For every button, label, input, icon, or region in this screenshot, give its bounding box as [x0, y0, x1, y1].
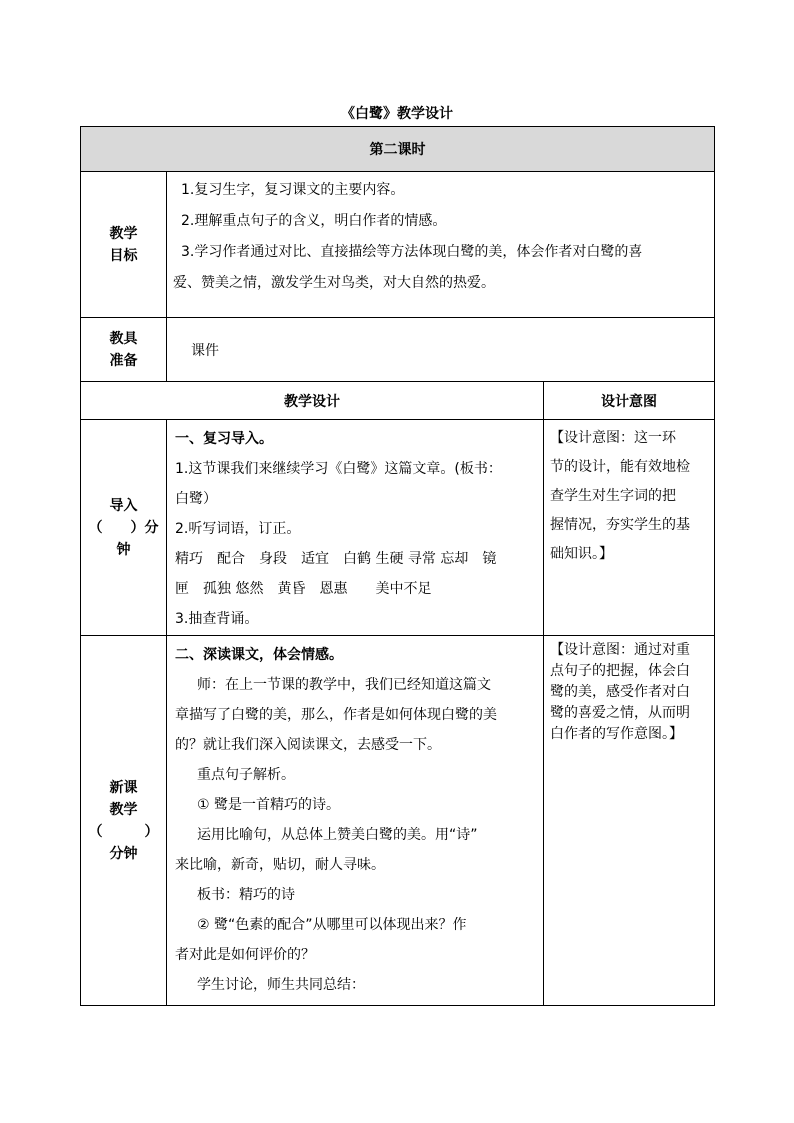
- new-lesson-line: 重点句子解析。: [197, 767, 295, 783]
- intro-line: 白鹭）: [175, 491, 217, 507]
- intent-line: 础知识。】: [550, 546, 613, 562]
- goals-content: [167, 172, 715, 318]
- intro-label-line-2: （ ）分: [88, 519, 159, 536]
- new-lesson-line: ② 鹭“色素的配合”从哪里可以体现出来？作: [197, 917, 467, 933]
- intent-line: 鹭的美，感受作者对白: [550, 684, 690, 700]
- new-lesson-label-line-2: 教学: [109, 801, 138, 818]
- new-lesson-line: 学生讨论，师生共同总结：: [197, 977, 365, 993]
- intro-label: [81, 420, 167, 636]
- new-lesson-label-line-1: 新课: [109, 779, 138, 796]
- intro-line: 2.听写词语，订正。: [175, 521, 301, 537]
- new-lesson-line: 师：在上一节课的教学中，我们已经知道这篇文: [197, 677, 491, 693]
- intro-line: 1.这节课我们来继续学习《白鹭》这篇文章。(板书：: [175, 461, 502, 477]
- tools-value: 课件: [167, 318, 715, 382]
- intent-line: 鹭的喜爱之情，从而明: [550, 705, 690, 721]
- session-row: [81, 127, 715, 172]
- new-lesson-line: 者对此是如何评价的？: [175, 947, 315, 963]
- new-lesson-line: 运用比喻句，从总体上赞美白鹭的美。用“诗”: [197, 827, 478, 843]
- goal-item-3: 3.学习作者通过对比、直接描绘等方法体现白鹭的美，体会作者对白鹭的喜: [181, 244, 643, 260]
- new-lesson-label: [81, 636, 167, 1006]
- new-lesson-line: 章描写了白鹭的美，那么，作者是如何体现白鹭的美: [175, 707, 497, 723]
- intent-header: 设计意图: [544, 382, 715, 420]
- goals-label-line-2: 目标: [109, 247, 138, 264]
- new-lesson-intent: [544, 636, 715, 1006]
- goal-item-1: 1.复习生字，复习课文的主要内容。: [181, 182, 405, 198]
- tools-label-line-2: 准备: [109, 352, 138, 369]
- intent-line: 【设计意图：这一环: [550, 430, 676, 446]
- column-header-row: [81, 382, 715, 420]
- design-header: 教学设计: [81, 382, 544, 420]
- intent-line: 查学生对生字词的把: [550, 488, 676, 504]
- intent-line: 白作者的写作意图。】: [550, 726, 683, 742]
- new-lesson-content: [167, 636, 544, 1006]
- intent-line: 点句子的把握，体会白: [550, 663, 690, 679]
- intent-line: 【设计意图：通过对重: [550, 642, 690, 658]
- new-lesson-line: 来比喻，新奇，贴切，耐人寻味。: [175, 857, 385, 873]
- lesson-plan-table: [80, 126, 715, 1006]
- goals-row: [81, 172, 715, 318]
- intro-heading: 一、复习导入。: [175, 431, 273, 447]
- intent-line: 节的设计，能有效地检: [550, 459, 690, 475]
- vocabulary-line: 精巧 配合 身段 适宜 白鹤 生硬 寻常 忘却 镜: [175, 551, 497, 567]
- intro-content: [167, 420, 544, 636]
- tools-row: [81, 318, 715, 382]
- intro-intent: [544, 420, 715, 636]
- tools-label: [81, 318, 167, 382]
- document-title: 《白鹭》教学设计: [341, 106, 453, 122]
- new-lesson-line: 的？就让我们深入阅读课文，去感受一下。: [175, 737, 441, 753]
- goal-item-2: 2.理解重点句子的含义，明白作者的情感。: [181, 213, 447, 229]
- vocabulary-line: 匣 孤独 悠然 黄昏 恩惠 美中不足: [175, 581, 432, 597]
- goals-label: [81, 172, 167, 318]
- goals-label-line-1: 教学: [109, 225, 138, 242]
- new-lesson-row: [81, 636, 715, 1006]
- intro-label-line-3: 钟: [116, 541, 131, 558]
- tools-label-line-1: 教具: [109, 330, 138, 347]
- intro-line: 3.抽查背诵。: [175, 611, 259, 627]
- new-lesson-line: ① 鹭是一首精巧的诗。: [197, 797, 341, 813]
- new-lesson-line: 板书：精巧的诗: [197, 887, 295, 903]
- new-lesson-label-line-4: 分钟: [109, 845, 138, 862]
- new-lesson-label-line-3: （ ）: [88, 823, 159, 840]
- new-lesson-heading: 二、深读课文，体会情感。: [175, 647, 343, 663]
- intent-line: 握情况，夯实学生的基: [550, 517, 690, 533]
- session-header: 第二课时: [81, 127, 715, 172]
- intro-label-line-1: 导入: [109, 497, 138, 514]
- goal-item-3-cont: 爱、赞美之情，激发学生对鸟类，对大自然的热爱。: [173, 275, 495, 291]
- intro-row: [81, 420, 715, 636]
